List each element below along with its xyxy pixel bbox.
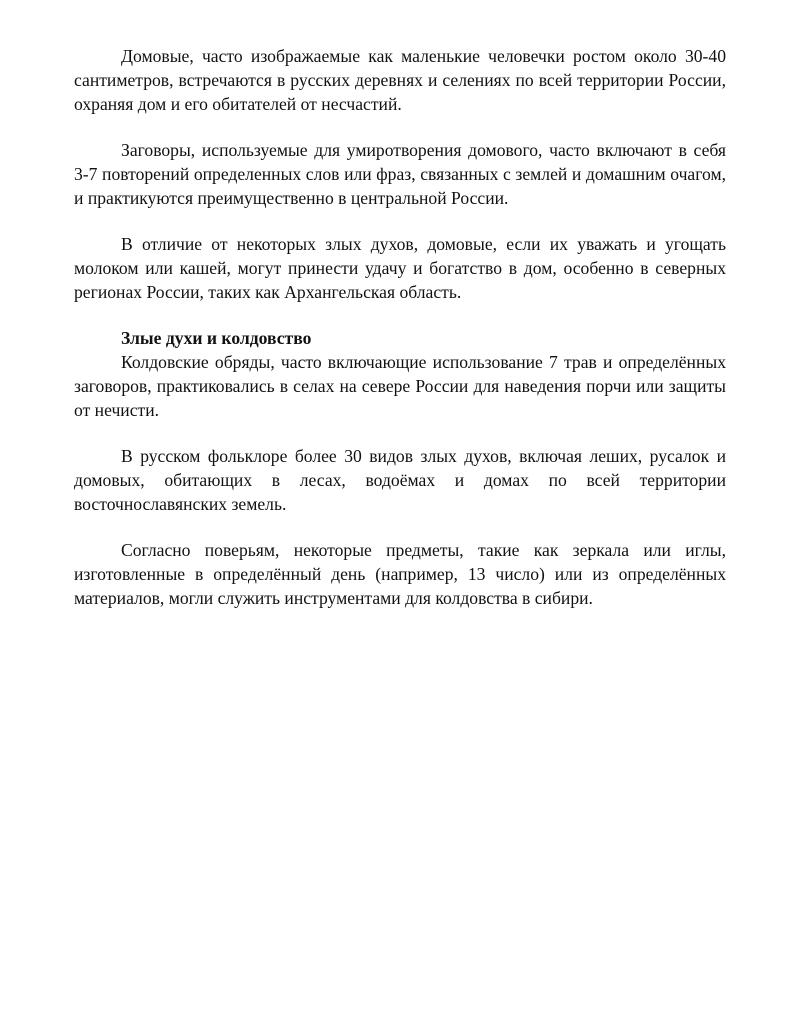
paragraph-koldovskie-obryady: Колдовские обряды, часто включающие использование 7 трав и определённых заговоров, практиковались в селах на севере России для наведения порчи или защиты от нечисти. — [74, 352, 726, 420]
document-body — [74, 44, 726, 610]
paragraph-domovye-luck: В отличие от некоторых злых духов, домовые, если их уважать и угощать молоком или кашей, могут принести удачу и богатство в дом, особенно в северных регионах России, таких как Архангельская область. — [74, 234, 726, 302]
paragraph-zlye-duhi: В русском фольклоре более 30 видов злых духов, включая леших, русалок и домовых, обитающих в лесах, водоёмах и домах по всей территории восточнославянских земель. — [74, 446, 726, 514]
paragraph-domovye-intro: Домовые, часто изображаемые как маленькие человечки ростом около 30-40 сантиметров, встречаются в русских деревнях и селениях по всей территории России, охраняя дом и его обитателей от несчастий. — [74, 46, 726, 114]
paragraph-poveriya: Согласно поверьям, некоторые предметы, такие как зеркала или иглы, изготовленные в определённый день (например, 13 число) или из определённых материалов, могли служить инструментами для колдовства в сибири. — [74, 540, 726, 608]
section-heading: Злые духи и колдовство — [121, 328, 312, 348]
paragraph-zagovory: Заговоры, используемые для умиротворения домового, часто включают в себя 3-7 повторений определенных слов или фраз, связанных с землей и домашним очагом, и практикуются преимущественно в центральной России. — [74, 140, 726, 208]
